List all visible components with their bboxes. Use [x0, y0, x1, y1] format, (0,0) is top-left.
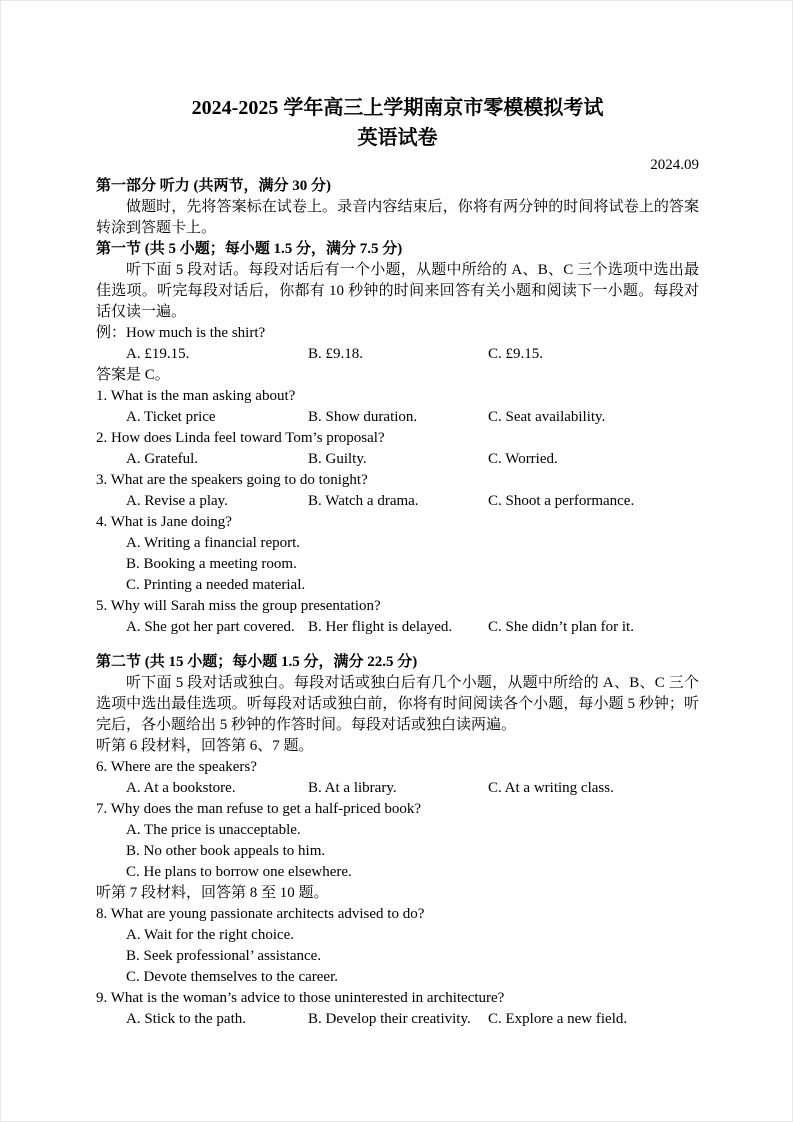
option-b: B. No other book appeals to him. [126, 843, 326, 859]
option-b: B. Develop their creativity. [308, 1011, 471, 1027]
option-b: B. Her flight is delayed. [308, 619, 453, 635]
text-line: 听第 6 段材料，回答第 6、7 题。 [96, 738, 314, 754]
option-a: A. Writing a financial report. [126, 535, 301, 551]
options-stacked [96, 533, 699, 596]
text-line: 听第 7 段材料，回答第 8 至 10 题。 [96, 885, 329, 901]
section-heading: 第二节 (共 15 小题；每小题 1.5 分，满分 22.5 分) [96, 654, 418, 670]
option-a: A. Grateful. [126, 451, 199, 467]
option-c: C. Shoot a performance. [488, 493, 635, 509]
text-line: 答案是 C。 [96, 367, 170, 383]
options-stacked [96, 820, 699, 883]
option-b: B. Booking a meeting room. [126, 556, 297, 572]
option-b: B. £9.18. [308, 346, 364, 362]
instruction-paragraph: 听下面 5 段对话。每段对话后有一个小题，从题中所给的 A、B、C 三个选项中选出最佳选项。听完每段对话后，你都有 10 秒钟的时间来回答有关小题和阅读下一小题。每段对话仅读一遍。 [96, 262, 699, 320]
question-text: 9. What is the woman’s advice to those uninterested in architecture? [96, 990, 505, 1006]
question-text: 1. What is the man asking about? [96, 388, 296, 404]
option-c: C. Explore a new field. [488, 1011, 628, 1027]
option-a: A. The price is unacceptable. [126, 822, 301, 838]
options-row [96, 491, 699, 512]
option-c: C. £9.15. [488, 346, 544, 362]
exam-subtitle: 英语试卷 [357, 127, 438, 149]
instruction-paragraph: 听下面 5 段对话或独白。每段对话或独白后有几个小题，从题中所给的 A、B、C 三个选项中选出最佳选项。听每段对话或独白前，你将有时间阅读各个小题，每小题 5 秒钟；听完后，各小题给出 5 秒钟的作答时间。每段对话或独白读两遍。 [96, 675, 699, 733]
option-c: C. Worried. [488, 451, 558, 467]
question-text: 5. Why will Sarah miss the group presentation? [96, 598, 381, 614]
option-a: A. Ticket price [126, 409, 216, 425]
options-row [96, 1009, 699, 1030]
options-row [96, 778, 699, 799]
options-row [96, 344, 699, 365]
option-a: A. At a bookstore. [126, 780, 236, 796]
question-text: 8. What are young passionate architects advised to do? [96, 906, 425, 922]
question-text: 6. Where are the speakers? [96, 759, 257, 775]
section-heading: 第一节 (共 5 小题；每小题 1.5 分，满分 7.5 分) [96, 241, 403, 257]
option-b: B. At a library. [308, 780, 397, 796]
option-c: C. At a writing class. [488, 780, 614, 796]
option-c: C. She didn’t plan for it. [488, 619, 634, 635]
exam-date: 2024.09 [650, 157, 699, 173]
option-a: A. Wait for the right choice. [126, 927, 295, 943]
options-stacked [96, 925, 699, 988]
instruction-paragraph: 做题时，先将答案标在试卷上。录音内容结束后，你将有两分钟的时间将试卷上的答案转涂到答题卡上。 [96, 199, 699, 236]
option-b: B. Guilty. [308, 451, 367, 467]
option-a: A. £19.15. [126, 346, 190, 362]
exam-title: 2024-2025 学年高三上学期南京市零模模拟考试 [191, 97, 604, 119]
option-b: B. Watch a drama. [308, 493, 419, 509]
options-row [96, 617, 699, 638]
option-c: C. Devote themselves to the career. [126, 969, 339, 985]
question-text: 4. What is Jane doing? [96, 514, 232, 530]
section-heading: 第一部分 听力 (共两节，满分 30 分) [96, 178, 331, 194]
options-row [96, 449, 699, 470]
option-a: A. She got her part covered. [126, 619, 295, 635]
option-a: A. Stick to the path. [126, 1011, 246, 1027]
question-text: 2. How does Linda feel toward Tom’s proposal? [96, 430, 385, 446]
option-c: C. Seat availability. [488, 409, 606, 425]
question-text: 7. Why does the man refuse to get a half-priced book? [96, 801, 422, 817]
question-text: 3. What are the speakers going to do tonight? [96, 472, 368, 488]
option-a: A. Revise a play. [126, 493, 228, 509]
option-b: B. Seek professional’ assistance. [126, 948, 322, 964]
options-row [96, 407, 699, 428]
text-line: 例：How much is the shirt? [96, 325, 266, 341]
option-b: B. Show duration. [308, 409, 418, 425]
option-c: C. He plans to borrow one elsewhere. [126, 864, 352, 880]
option-c: C. Printing a needed material. [126, 577, 306, 593]
